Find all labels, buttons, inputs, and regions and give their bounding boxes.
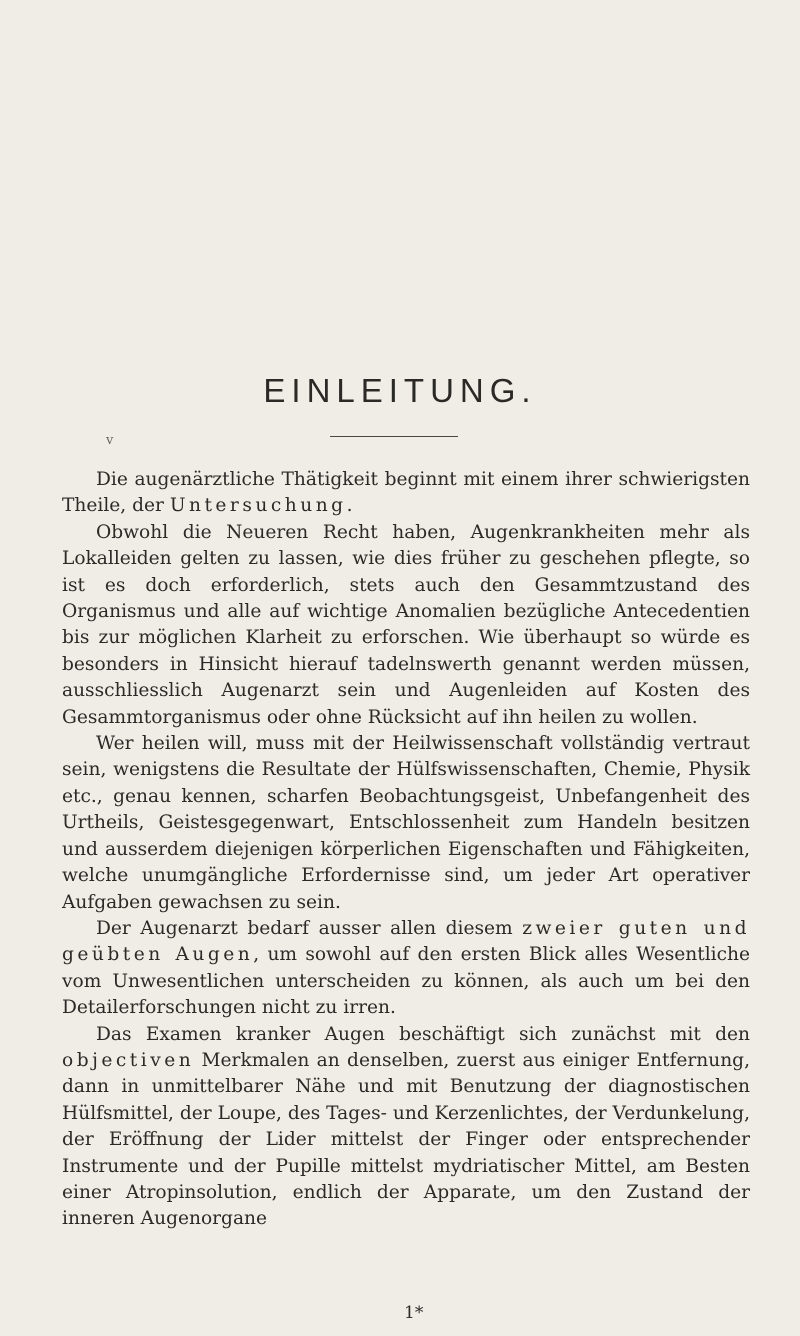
paragraph-1 bbox=[62, 467, 750, 520]
stray-mark: v bbox=[106, 433, 114, 448]
paragraph-1-text-after: . bbox=[346, 495, 353, 517]
paragraph-4-text-before: Der Augenarzt bedarf ausser allen diesem bbox=[96, 917, 523, 939]
paragraph-5-emphasis: objectiven bbox=[62, 1049, 195, 1071]
paragraph-5-text-before: Das Examen kranker Augen beschäftigt sich zunächst mit den bbox=[96, 1023, 750, 1045]
paragraph-3: Wer heilen will, muss mit der Heilwissenschaft vollständig vertraut sein, wenigstens die Resultate der Hülfswissenschaften, Chemie, Physik etc., genau kennen, scharfen Beobachtungsgeist, Unbefangenheit des Urtheils, Geistesgegenwart, Entschlossenheit zum Handeln besitzen und ausserdem diejenigen körperlichen Eigenschaften und Fähigkeiten, welche unumgängliche Erfordernisse sind, um jeder Art operativer Aufgaben gewachsen zu sein. bbox=[62, 733, 750, 913]
title-rule bbox=[330, 436, 458, 437]
paragraph-4-emphasis: zweier guten und geübten Augen bbox=[62, 917, 750, 966]
body-text bbox=[62, 467, 750, 1233]
paragraph-4-text-after: , um sowohl auf den ersten Blick alles Wesentliche vom Unwesentlichen unterscheiden zu können, als auch um bei den Detailerforschungen nicht zu irren. bbox=[62, 944, 750, 1019]
paragraph-1-text-before: Die augenärztliche Thätigkeit beginnt mit einem ihrer schwierigsten Theile, der bbox=[62, 469, 750, 517]
chapter-title: EINLEITUNG. bbox=[263, 372, 537, 409]
paragraph-2: Obwohl die Neueren Recht haben, Augenkrankheiten mehr als Lokalleiden gelten zu lassen, wie dies früher zu geschehen pflegte, so ist es doch erforderlich, stets auch den Gesammtzustand des Organismus und alle auf wichtige Anomalien bezügliche Antecedentien bis zur möglichen Klarheit zu erforschen. Wie überhaupt so würde es besonders in Hinsicht hierauf tadelnswerth genannt werden müssen, ausschliesslich Augenarzt sein und Augenleiden auf Kosten des Gesammtorganismus oder ohne Rücksicht auf ihn heilen zu wollen. bbox=[62, 521, 750, 728]
paragraph-5 bbox=[62, 1022, 750, 1233]
paragraph-4 bbox=[62, 916, 750, 1022]
paragraph-1-emphasis: Untersuchung bbox=[169, 495, 347, 517]
signature-mark: 1* bbox=[404, 1303, 424, 1323]
paragraph-5-text-after: Merkmalen an denselben, zuerst aus einiger Entfernung, dann in unmittelbarer Nähe und mit Benutzung der diagnostischen Hülfsmittel, der Loupe, des Tages- und Kerzenlichtes, der Verdunkelung, der Eröffnung der Lider mittelst der Finger oder entsprechender Instrumente und der Pupille mittelst mydriatischer Mittel, am Besten einer Atropinsolution, endlich der Apparate, um den Zustand der inneren Augenorgane bbox=[62, 1049, 750, 1230]
